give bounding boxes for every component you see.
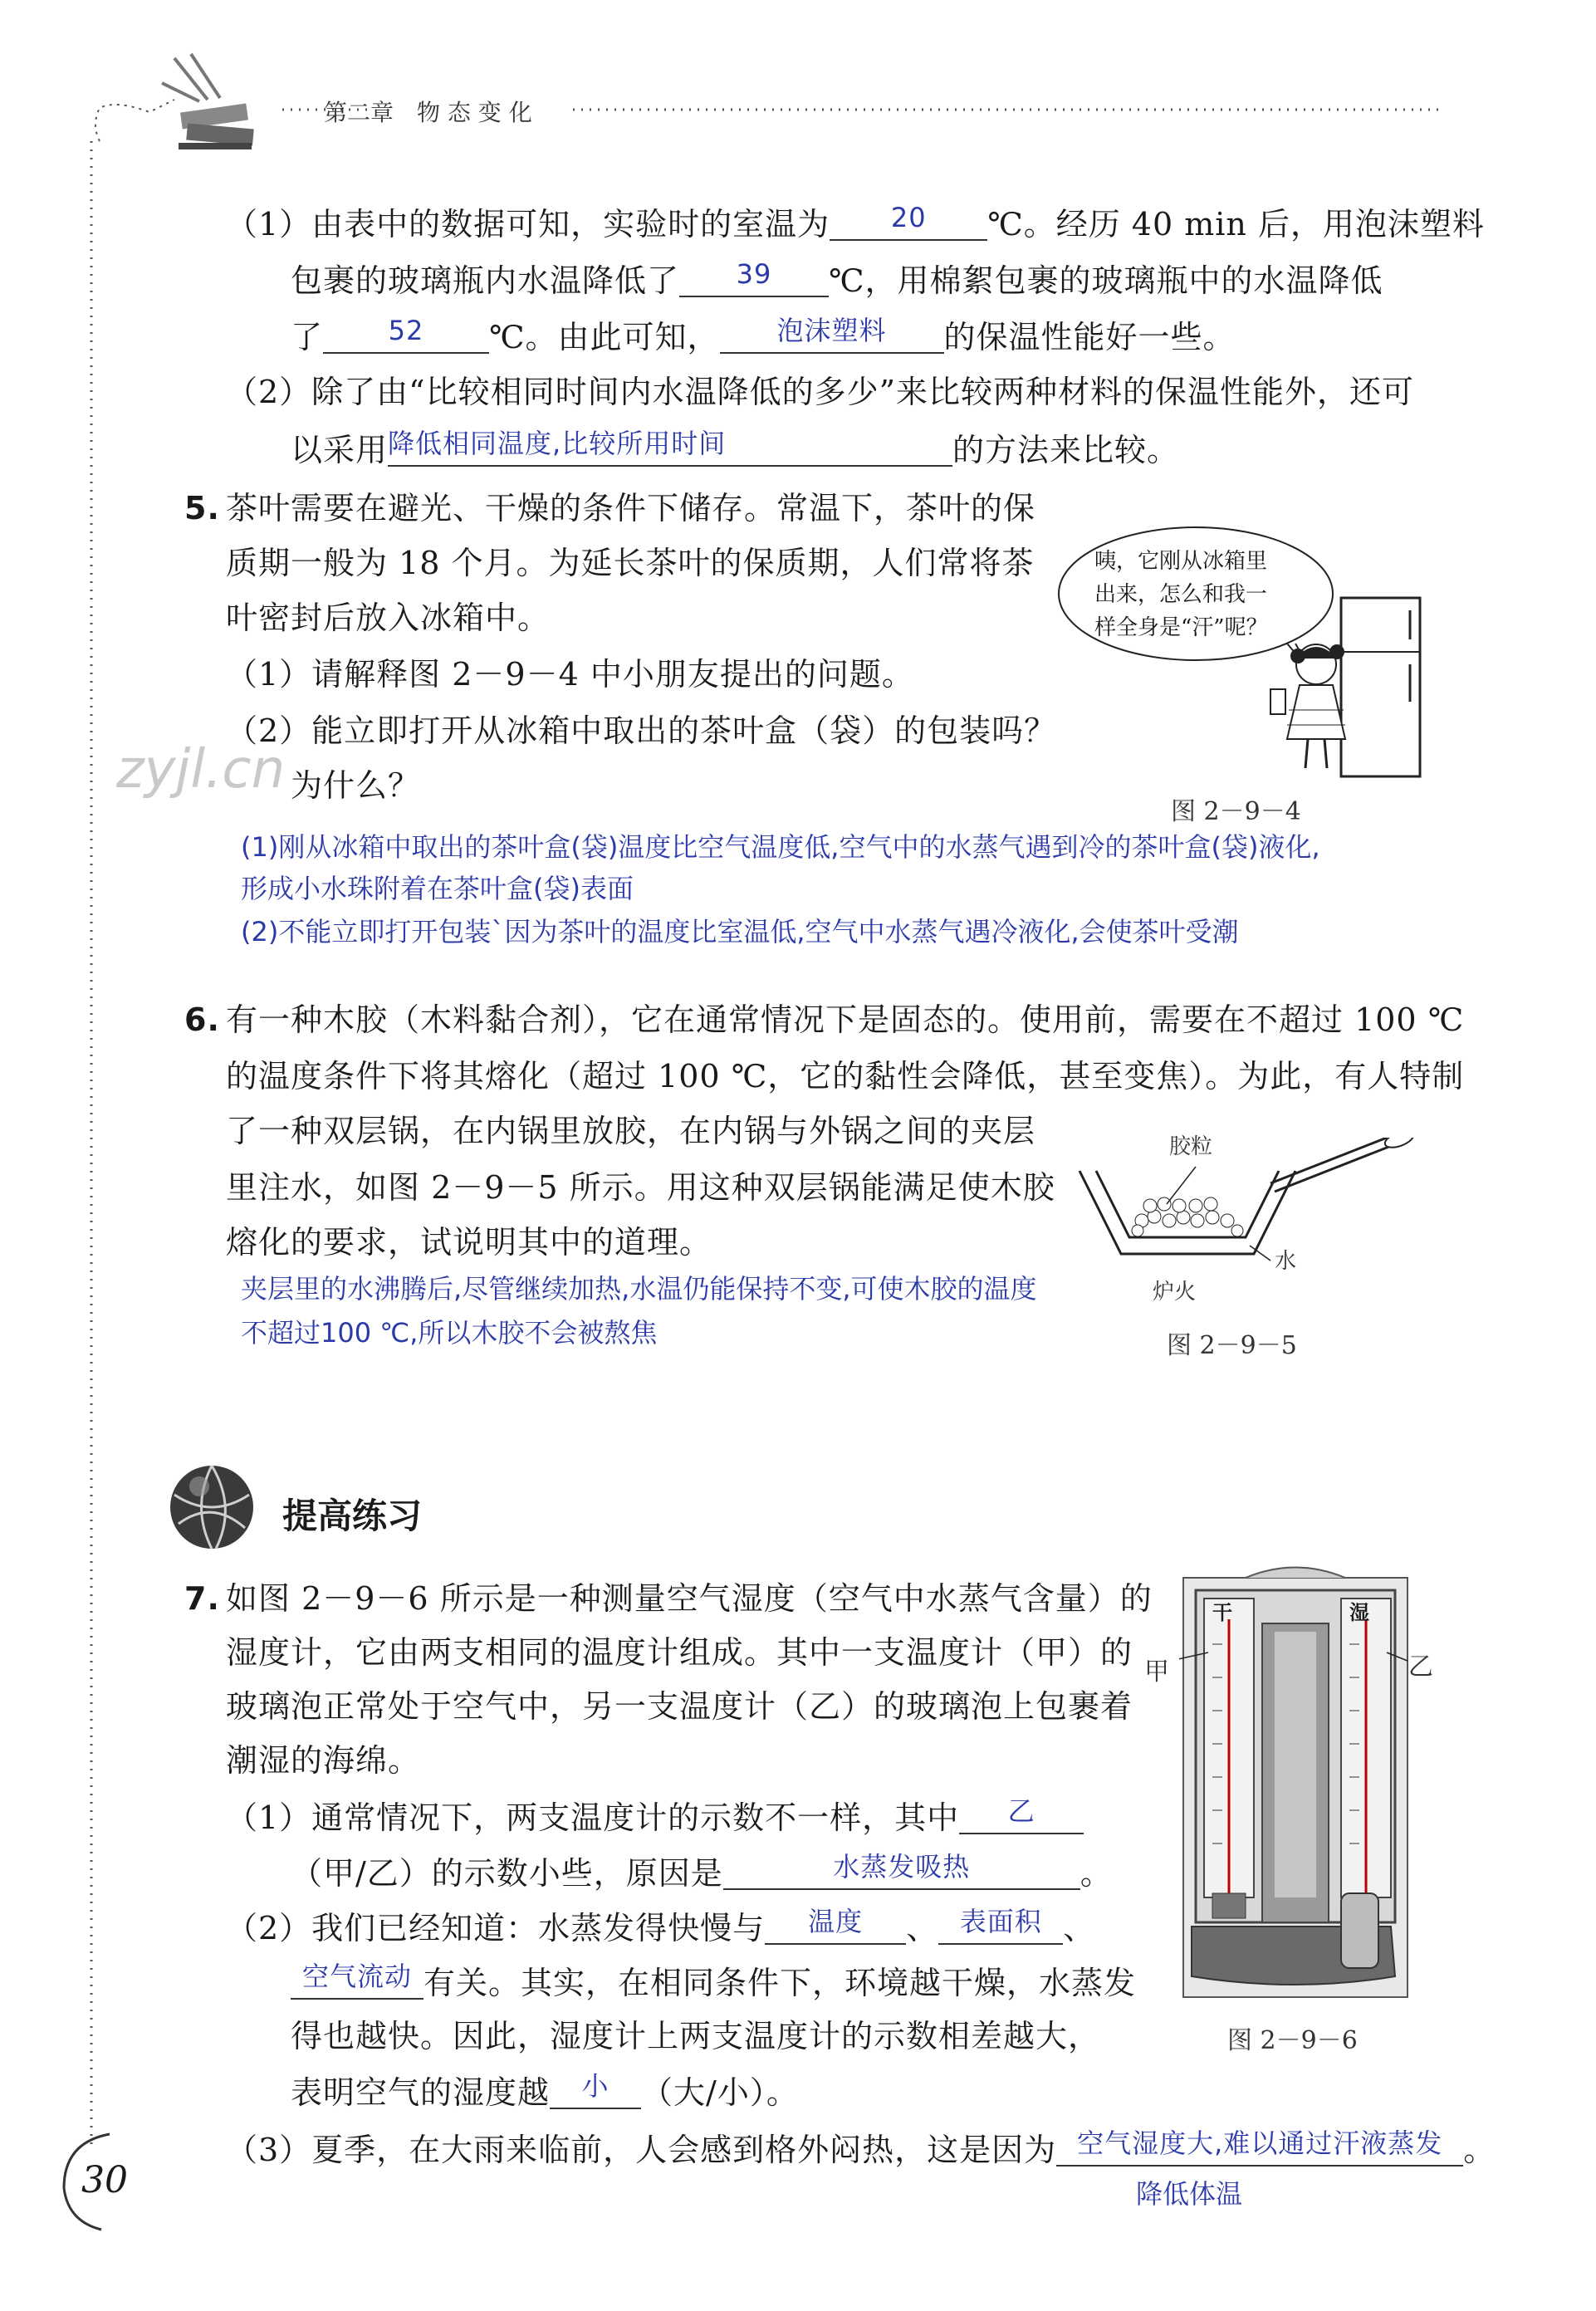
q6-line2: 的温度条件下将其熔化（超过 100 ℃，它的黏性会降低，甚至变焦）。为此，有人特制 — [226, 1058, 1465, 1094]
margin-line — [83, 141, 100, 2151]
q7-line3: 玻璃泡正常处于空气中，另一支温度计（乙）的玻璃泡上包裹着 — [226, 1688, 1133, 1725]
q5-sub2a: （2）能立即打开从冰箱中取出的茶叶盒（袋）的包装吗？ — [226, 712, 1057, 749]
q6-line4: 里注水，如图 2－9－5 所示。用这种双层锅能满足使木胶 — [226, 1169, 1055, 1206]
q7-line2: 湿度计，它由两支相同的温度计组成。其中一支温度计（甲）的 — [226, 1634, 1133, 1671]
books-icon — [162, 54, 254, 149]
figure-2-9-5-caption: 图 2－9－5 — [1167, 1331, 1297, 1360]
glue-granules — [1132, 1197, 1243, 1236]
blank-method[interactable]: 降低相同温度,比较所用时间 — [388, 432, 952, 467]
blank-better-material[interactable]: 泡沫塑料 — [720, 319, 944, 354]
q5-sub1: （1）请解释图 2－9－4 中小朋友提出的问题。 — [226, 656, 914, 693]
blank-room-temp[interactable]: 20 — [830, 206, 987, 241]
q7-line1: 如图 2－9－6 所示是一种测量空气湿度（空气中水蒸气含量）的 — [226, 1580, 1153, 1617]
q4-part2-line1: （2）除了由“比较相同时间内水温降低的多少”来比较两种材料的保温性能外，还可 — [226, 374, 1415, 410]
q5-number: 5. — [184, 490, 220, 526]
q6-line3: 了一种双层锅，在内锅里放胶，在内锅与外锅之间的夹层 — [226, 1113, 1036, 1149]
fridge-icon — [1341, 598, 1420, 776]
blank-humidity[interactable]: 小 — [550, 2074, 641, 2109]
bubble-line2: 出来，怎么和我一 — [1094, 582, 1268, 607]
blank-factor-temperature[interactable]: 温度 — [765, 1910, 906, 1945]
bubble-line1: 咦，它刚从冰箱里 — [1094, 549, 1268, 574]
q7-sub3-line1: （3）夏季，在大雨来临前，人会感到格外闷热，这是因为 空气湿度大,难以通过汗液蒸发 。 — [226, 2127, 1496, 2168]
q4-line2: 包裹的玻璃瓶内水温降低了 39 ℃，用棉絮包裹的玻璃瓶中的水温降低 — [291, 258, 1383, 299]
q6-answer2: 不超过100 ℃,所以木胶不会被熬焦 — [241, 1317, 658, 1349]
figure-2-9-6 — [1179, 1561, 1412, 2001]
q5-sub2b: 为什么？ — [291, 767, 421, 804]
globe-icon — [166, 1462, 257, 1553]
q7-sub1-line2: （甲/乙）的示数小些，原因是 水蒸发吸热 。 — [291, 1851, 1113, 1892]
q7-sub1-line1: （1）通常情况下，两支温度计的示数不一样，其中 乙 — [226, 1799, 1084, 1834]
figure-2-9-5 — [1071, 1138, 1420, 1304]
q4-part2-line2: 以采用 降低相同温度,比较所用时间 的方法来比较。 — [291, 428, 1180, 468]
label-wet: 湿 — [1349, 1600, 1369, 1624]
header-decoration — [83, 50, 1445, 149]
q4-line1: （1）由表中的数据可知，实验时的室温为 20 ℃。经历 40 min 后，用泡沫塑料 — [226, 202, 1485, 242]
label-jia: 甲 — [1144, 1657, 1169, 1687]
blank-reason[interactable]: 水蒸发吸热 — [723, 1855, 1080, 1890]
section-title: 提高练习 — [282, 1496, 423, 1536]
q4-line3: 了 52 ℃。由此可知， 泡沫塑料 的保温性能好一些。 — [291, 315, 1236, 355]
q7-sub2-line2: 空气流动 有关。其实，在相同条件下，环境越干燥，水蒸发 — [291, 1965, 1136, 2000]
q7-line4: 潮湿的海绵。 — [226, 1742, 421, 1779]
figure-2-9-6-caption: 图 2－9－6 — [1227, 2026, 1358, 2055]
q7-sub2-line4: 表明空气的湿度越 小 （大/小）。 — [291, 2070, 799, 2111]
q7-sub2-line3: 得也越快。因此，湿度计上两支温度计的示数相差越大， — [291, 2018, 1101, 2054]
blank-factor-area[interactable]: 表面积 — [938, 1910, 1063, 1945]
girl-icon — [1270, 644, 1345, 768]
q6-line1: 有一种木胶（木料黏合剂），它在通常情况下是固态的。使用前，需要在不超过 100 ℃ — [226, 1001, 1465, 1038]
label-glue: 胶粒 — [1169, 1134, 1213, 1159]
q7-sub2-line1: （2）我们已经知道：水蒸发得快慢与 温度 、 表面积 、 — [226, 1906, 1096, 1946]
q6-number: 6. — [184, 1001, 220, 1038]
q6-line5: 熔化的要求，试说明其中的道理。 — [226, 1224, 712, 1261]
q5-answer1b: 形成小水珠附着在茶叶盒(袋)表面 — [241, 873, 634, 904]
label-water: 水 — [1275, 1249, 1297, 1274]
blank-foam-drop[interactable]: 39 — [679, 262, 829, 297]
blank-factor-airflow[interactable]: 空气流动 — [291, 1965, 423, 2000]
q5-line1: 茶叶需要在避光、干燥的条件下储存。常温下，茶叶的保 — [226, 490, 1036, 526]
chapter-title: 第二章 物 态 变 化 — [324, 99, 532, 126]
watermark: zyjl.cn — [116, 739, 286, 801]
label-yi: 乙 — [1408, 1652, 1433, 1682]
bubble-line3: 样全身是“汗”呢？ — [1094, 615, 1268, 640]
q7-answer3-cont: 降低体温 — [1136, 2178, 1243, 2210]
q5-answer1a: (1)刚从冰箱中取出的茶叶盒(袋)温度比空气温度低,空气中的水蒸气遇到冷的茶叶盒(袋)液化, — [241, 831, 1320, 863]
q5-line2: 质期一般为 18 个月。为延长茶叶的保质期，人们常将茶 — [226, 545, 1035, 581]
blank-which-lower[interactable]: 乙 — [959, 1799, 1084, 1834]
q5-line3: 叶密封后放入冰箱中。 — [226, 600, 551, 636]
q6-answer1: 夹层里的水沸腾后,尽管继续加热,水温仍能保持不变,可使木胶的温度 — [241, 1273, 1037, 1305]
page-number: 30 — [81, 2159, 128, 2201]
label-dry: 干 — [1212, 1600, 1232, 1624]
blank-cotton-drop[interactable]: 52 — [323, 319, 489, 354]
q5-answer2: (2)不能立即打开包装`因为茶叶的温度比室温低,空气中水蒸气遇冷液化,会使茶叶受潮 — [241, 916, 1239, 947]
figure-2-9-4-caption: 图 2－9－4 — [1171, 797, 1301, 826]
blank-muggy-reason[interactable]: 空气湿度大,难以通过汗液蒸发 — [1056, 2132, 1463, 2167]
q7-number: 7. — [184, 1580, 220, 1617]
label-fire: 炉火 — [1153, 1280, 1197, 1305]
